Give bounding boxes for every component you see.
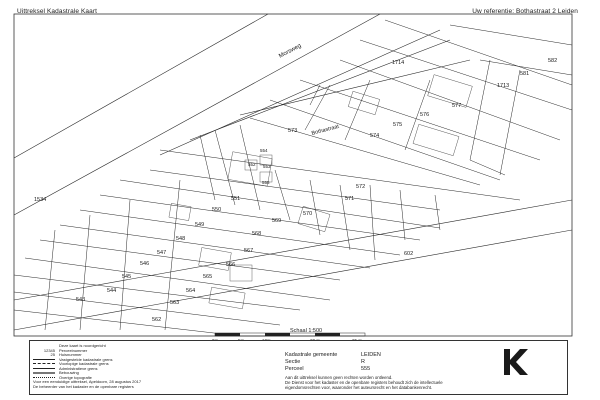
legend-row: Voorlopige kadastrale grens <box>33 361 109 366</box>
parcel-545: 545 <box>122 274 132 280</box>
disclaimer-line: eigendomsrechten voor, waaronder het auteursrecht en het databankenrecht. <box>285 385 433 390</box>
parcel-lines-south <box>14 125 520 336</box>
parcel-547: 547 <box>157 250 167 256</box>
disclaimer-line: Aan dit uittreksel kunnen geen rechten worden ontleend. <box>285 375 393 380</box>
perceel-row: Perceel 555 <box>285 366 371 372</box>
parcel-552: 552 <box>248 162 256 167</box>
parcel-554: 554 <box>260 148 268 153</box>
parcel-568: 568 <box>252 231 262 237</box>
reference-text: Uw referentie: Bothastraat 2 Leiden <box>472 8 578 15</box>
parcel-570: 570 <box>303 211 313 217</box>
legend-panel <box>29 340 568 395</box>
legend-row: 12345 Perceelnummer <box>43 347 88 353</box>
parcel-numbers <box>34 58 557 323</box>
street-label-bothastraat: Bothastraat <box>310 123 340 137</box>
parcel-602: 602 <box>404 251 414 257</box>
parcel-581: 581 <box>520 71 530 77</box>
parcel-569: 569 <box>272 218 282 224</box>
parcel-555: 555 <box>262 180 270 185</box>
kadaster-logo-icon <box>500 347 530 377</box>
legend-row: Bebouwing <box>33 370 79 375</box>
parcel-577: 577 <box>452 103 462 109</box>
parcel-572: 572 <box>356 184 366 190</box>
parcel-550: 550 <box>212 207 222 213</box>
parcel-575: 575 <box>393 122 403 128</box>
legend-row: Administratieve grens <box>33 366 97 371</box>
parcel-573: 573 <box>288 128 298 134</box>
parcel-565: 565 <box>203 274 213 280</box>
legend-row: Overige topografie <box>33 375 92 380</box>
street-label-morsweg: Morsweg <box>278 43 303 60</box>
parcel-567: 567 <box>244 248 254 254</box>
parcel-564: 564 <box>186 288 196 294</box>
disclaimer-line: De Dienst voor het kadaster en de openbare registers behoudt zich de intellectuele <box>285 380 443 385</box>
footer-line: Voor een eenduidige uittreksel, Apeldoorn, 28 augustus 2017 <box>33 379 142 384</box>
gemeente-row: Kadastrale gemeente LEIDEN <box>285 352 381 358</box>
parcel-1714: 1714 <box>392 60 405 66</box>
parcel-1534: 1534 <box>34 197 47 203</box>
parcel-546: 546 <box>140 261 150 267</box>
parcel-549: 549 <box>195 222 205 228</box>
parcel-566: 566 <box>226 262 236 268</box>
parcel-1713: 1713 <box>497 83 510 89</box>
parcel-576: 576 <box>420 112 430 118</box>
parcel-571: 571 <box>345 196 355 202</box>
document-title: Uittreksel Kadastrale Kaart <box>17 8 98 15</box>
legend-row: 25 Huisnummer <box>50 352 82 357</box>
legend-row: Vastgestelde kadastrale grens <box>33 357 113 362</box>
parcel-544: 544 <box>107 288 117 294</box>
parcel-551: 551 <box>231 196 241 202</box>
scale-label: Schaal 1:500 <box>290 328 323 334</box>
parcel-543: 543 <box>76 297 86 303</box>
parcel-553: 553 <box>263 164 271 169</box>
buildings <box>169 75 472 309</box>
legend-row: Deze kaart is noordgericht <box>59 343 106 348</box>
parcel-562: 562 <box>152 317 162 323</box>
parcel-582: 582 <box>548 58 558 64</box>
parcel-563: 563 <box>170 300 180 306</box>
parcel-574: 574 <box>370 133 380 139</box>
sectie-row: Sectie R <box>285 359 365 365</box>
footer-line: De beheerder van het kadaster en de openbare registers <box>33 383 134 389</box>
map-frame <box>14 14 572 336</box>
legend-footer <box>33 380 233 390</box>
parcel-548: 548 <box>176 236 186 242</box>
